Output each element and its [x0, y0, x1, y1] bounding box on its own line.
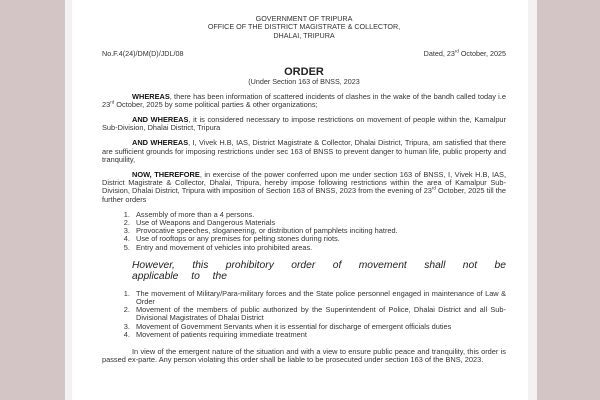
document-content — [102, 0, 506, 365]
paragraph-lead: AND WHEREAS — [132, 138, 189, 148]
restriction-item: 4. Use of rooftops or any premises for pelting stones during riots. — [132, 235, 506, 243]
date-suffix: October, 2025 — [458, 49, 506, 59]
restriction-item: 3. Provocative speeches, sloganeering, or distribution of pamphlets inciting hatred. — [132, 227, 506, 235]
order-title: ORDER — [284, 66, 324, 79]
date-prefix: Dated, 23 — [423, 49, 455, 59]
paragraph-text: October, 2025 till the further orders — [102, 186, 506, 204]
exemption-item: 3. Movement of Government Servants when it is essential for discharge of emergent officials duties — [132, 323, 506, 331]
paragraph-and-whereas-1 — [102, 116, 506, 132]
letterhead-line-1: GOVERNMENT OF TRIPURA — [255, 14, 353, 23]
restriction-item: 2. Use of Weapons and Dangerous Materials — [132, 219, 506, 227]
paragraph-now-therefore — [102, 171, 506, 204]
ordinal: rd — [431, 185, 436, 191]
paragraph-text: , it is considered necessary to impose restrictions on movement of people within the, Kamalpur Sub-Division, Dhalai District, Tripura — [102, 115, 507, 133]
letterhead-line-2: OFFICE OF THE DISTRICT MAGISTRATE & COLLECTOR, — [207, 22, 401, 32]
paragraph-text: , in exercise of the power conferred upon me under section 163 of BNSS, I, Vivek H.B, IAS, District Magistrate & Collector, Dhalai, Tripura, hereby impose following restrictions within the area of Kamalpur Sub-Division, Dhalai District, Tripura with imposition of Section 163 of BNSS, 2023 from the evening of 23 — [102, 170, 507, 196]
exemptions-list — [102, 290, 506, 339]
ordinal: rd — [110, 99, 115, 105]
exemption-item: 2. Movement of the members of public authorized by the Superintendent of Police, Dhalai District and all Sub-Divisional Magistrates of Dhalai District — [132, 306, 506, 322]
reference-line — [102, 50, 506, 58]
order-date — [424, 50, 506, 58]
document-page — [72, 0, 528, 400]
exemption-item: 1. The movement of Military/Para-military forces and the State police personnel engaged in maintenance of Law & Order — [132, 290, 506, 306]
paragraph-lead: NOW, THEREFORE — [132, 170, 200, 180]
paragraph-text: , there has been information of scattered incidents of clashes in the wake of the bandh called today i.e 23 — [102, 91, 506, 109]
paragraph-and-whereas-2 — [102, 139, 506, 164]
paragraph-text: October, 2025 by some political parties & other organizations; — [114, 99, 318, 109]
paragraph-lead: WHEREAS — [132, 91, 170, 101]
exemption-heading: However, this prohibitory order of movement shall not be applicable to the — [132, 259, 506, 282]
exemption-item: 4. Movement of patients requiring immediate treatment — [132, 331, 506, 339]
restriction-item: 1. Assembly of more than a 4 persons. — [132, 211, 506, 219]
paragraph-whereas — [102, 93, 506, 109]
date-ordinal: rd — [454, 48, 459, 54]
paragraph-lead: AND WHEREAS — [132, 115, 189, 125]
restriction-item: 5. Entry and movement of vehicles into prohibited areas. — [132, 244, 506, 252]
restrictions-list — [102, 211, 506, 252]
closing-paragraph: In view of the emergent nature of the situation and with a view to ensure public peace and tranquility, this order is passed ex-parte. Any person violating this order shall be liable to be prosecuted under section 163 of the BNS, 2023. — [102, 347, 506, 365]
reference-number: No.F.4(24)/DM(D)/JDL/08 — [102, 49, 184, 59]
letterhead — [102, 15, 506, 40]
order-subtitle: (Under Section 163 of BNSS, 2023 — [248, 77, 360, 87]
letterhead-line-3: DHALAI, TRIPURA — [273, 30, 335, 40]
paragraph-text: , I, Vivek H.B, IAS, District Magistrate & Collector, Dhalai District, Tripura, am satisfied that there are sufficient grounds for imposing restrictions under sec 163 of BNSS to prevent danger to human life, public property and tranquility, — [102, 138, 507, 164]
